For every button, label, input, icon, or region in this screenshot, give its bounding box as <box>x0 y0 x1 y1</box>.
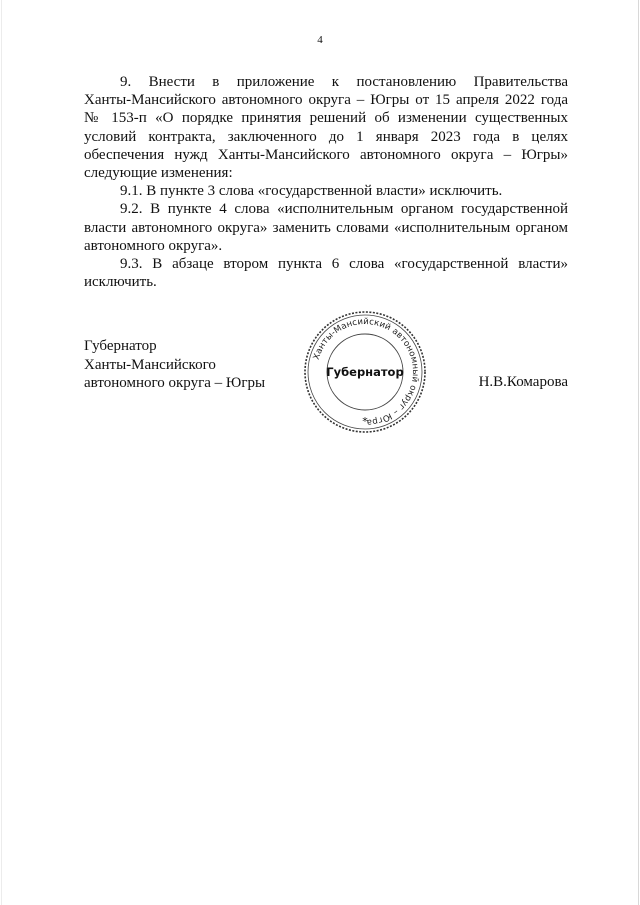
scan-edge-right <box>638 0 639 905</box>
document-body <box>84 73 568 291</box>
page-number: 4 <box>317 34 323 46</box>
signature-block <box>84 337 265 393</box>
seal-ring-text: Ханты-Мансийский автономный округ – Югра <box>311 316 421 428</box>
seal-star: * <box>362 415 368 428</box>
paragraph-9-2 <box>84 200 568 255</box>
paragraph-9-3 <box>84 255 568 291</box>
paragraph-line: автономного округа». <box>84 237 223 254</box>
paragraph-9 <box>84 73 568 182</box>
paragraph-line: 9.2. В пункте 4 слова «исполнительным органом государственной <box>120 201 568 218</box>
paragraph-line: № 153-п «О порядке принятия решений об изменении существенных <box>84 110 568 127</box>
seal-graphic <box>302 309 428 435</box>
signer-region: Ханты-Мансийского <box>84 356 216 373</box>
official-seal <box>302 309 428 435</box>
paragraph-line: следующие изменения: <box>84 165 233 182</box>
signer-title: Губернатор <box>84 338 157 354</box>
signer-region-2: автономного округа – Югры <box>84 375 266 391</box>
signer-name: Н.В.Комарова <box>478 374 568 390</box>
paragraph-9-1 <box>84 182 568 200</box>
paragraph-line: 9.3. В абзаце втором пункта 6 слова «государственной власти» <box>120 256 568 273</box>
scan-edge-left <box>1 0 2 905</box>
paragraph-line: 9. Внести в приложение к постановлению Правительства <box>120 74 568 90</box>
paragraph-line: Ханты-Мансийского автономного округа – Югры от 15 апреля 2022 года <box>84 92 568 109</box>
seal-center-text: Губернатор <box>326 365 404 379</box>
paragraph-line: условий контракта, заключенного до 1 января 2023 года в целях <box>84 128 568 145</box>
paragraph-line: власти автономного округа» заменить словами «исполнительным органом <box>84 219 568 236</box>
paragraph-line: обеспечения нужд Ханты-Мансийского автономного округа – Югры» <box>84 146 568 163</box>
paragraph-line: исключить. <box>84 274 157 291</box>
paragraph-line: 9.1. В пункте 3 слова «государственной власти» исключить. <box>120 183 503 200</box>
